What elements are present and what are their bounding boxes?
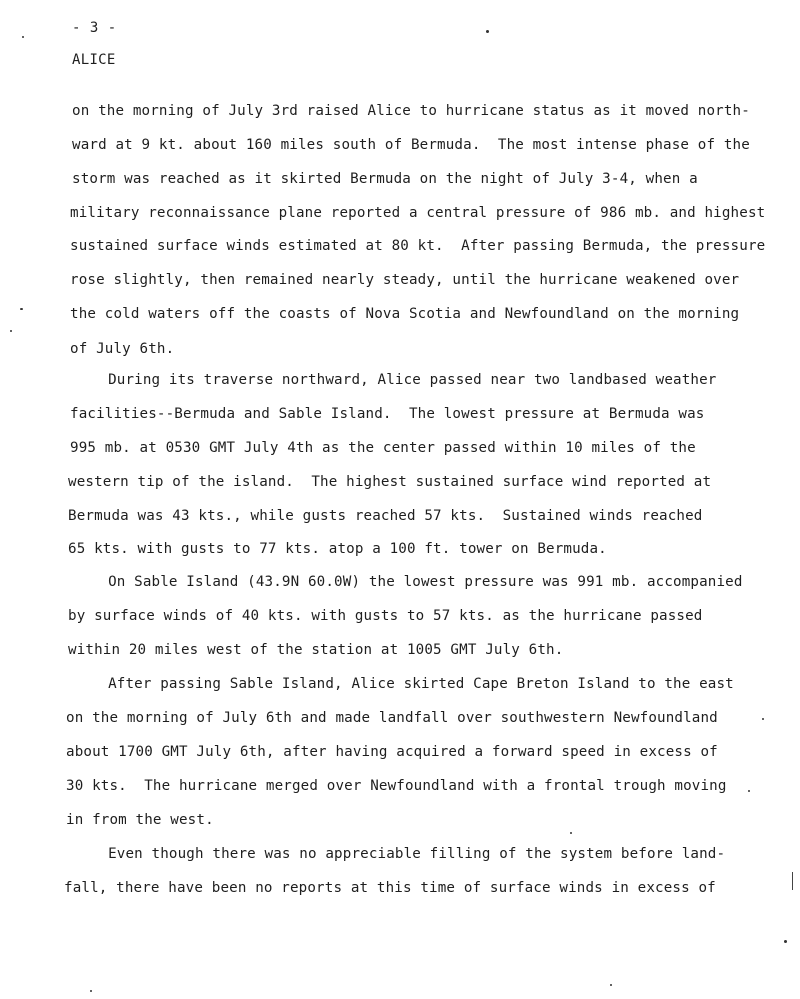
page-number: - 3 -: [72, 20, 117, 36]
text-line: by surface winds of 40 kts. with gusts to 57 kts. as the hurricane passed: [68, 608, 703, 624]
scan-speck: [748, 790, 750, 792]
text-line: During its traverse northward, Alice passed near two landbased weather: [82, 372, 717, 388]
text-line: in from the west.: [66, 812, 214, 828]
text-line: fall, there have been no reports at this time of surface winds in excess of: [64, 880, 716, 896]
text-line: 65 kts. with gusts to 77 kts. atop a 100 ft. tower on Bermuda.: [68, 541, 607, 557]
scan-speck: [570, 832, 572, 834]
scan-speck: [486, 30, 489, 33]
text-line: about 1700 GMT July 6th, after having acquired a forward speed in excess of: [66, 744, 718, 760]
text-line: within 20 miles west of the station at 1005 GMT July 6th.: [68, 642, 564, 658]
scan-speck: [762, 718, 764, 720]
text-line: on the morning of July 3rd raised Alice to hurricane status as it moved north-: [72, 103, 750, 119]
scan-speck: [20, 308, 23, 310]
text-line: ward at 9 kt. about 160 miles south of Bermuda. The most intense phase of the: [72, 137, 750, 153]
scan-speck: [90, 990, 92, 992]
text-line: Bermuda was 43 kts., while gusts reached 57 kts. Sustained winds reached: [68, 508, 703, 524]
text-line: of July 6th.: [70, 341, 175, 357]
text-line: 30 kts. The hurricane merged over Newfoundland with a frontal trough moving: [66, 778, 727, 794]
text-line: on the morning of July 6th and made landfall over southwestern Newfoundland: [66, 710, 718, 726]
section-heading: ALICE: [72, 52, 116, 68]
text-line: Even though there was no appreciable filling of the system before land-: [82, 846, 726, 862]
text-line: the cold waters off the coasts of Nova Scotia and Newfoundland on the morning: [70, 306, 740, 322]
text-line: After passing Sable Island, Alice skirted Cape Breton Island to the east: [82, 676, 734, 692]
text-line: storm was reached as it skirted Bermuda on the night of July 3-4, when a: [72, 171, 698, 187]
text-line: rose slightly, then remained nearly steady, until the hurricane weakened over: [70, 272, 740, 288]
text-line: On Sable Island (43.9N 60.0W) the lowest pressure was 991 mb. accompanied: [82, 574, 743, 590]
text-line: military reconnaissance plane reported a central pressure of 986 mb. and highest: [70, 205, 766, 221]
text-line: western tip of the island. The highest sustained surface wind reported at: [68, 474, 712, 490]
text-line: 995 mb. at 0530 GMT July 4th as the center passed within 10 miles of the: [70, 440, 696, 456]
scan-speck: [610, 984, 612, 986]
scan-speck: [10, 330, 12, 332]
text-line: facilities--Bermuda and Sable Island. The lowest pressure at Bermuda was: [70, 406, 705, 422]
scan-speck: [22, 36, 24, 38]
scan-edge-mark: [792, 872, 793, 890]
scan-speck: [784, 940, 787, 943]
text-line: sustained surface winds estimated at 80 kt. After passing Bermuda, the pressure: [70, 238, 766, 254]
